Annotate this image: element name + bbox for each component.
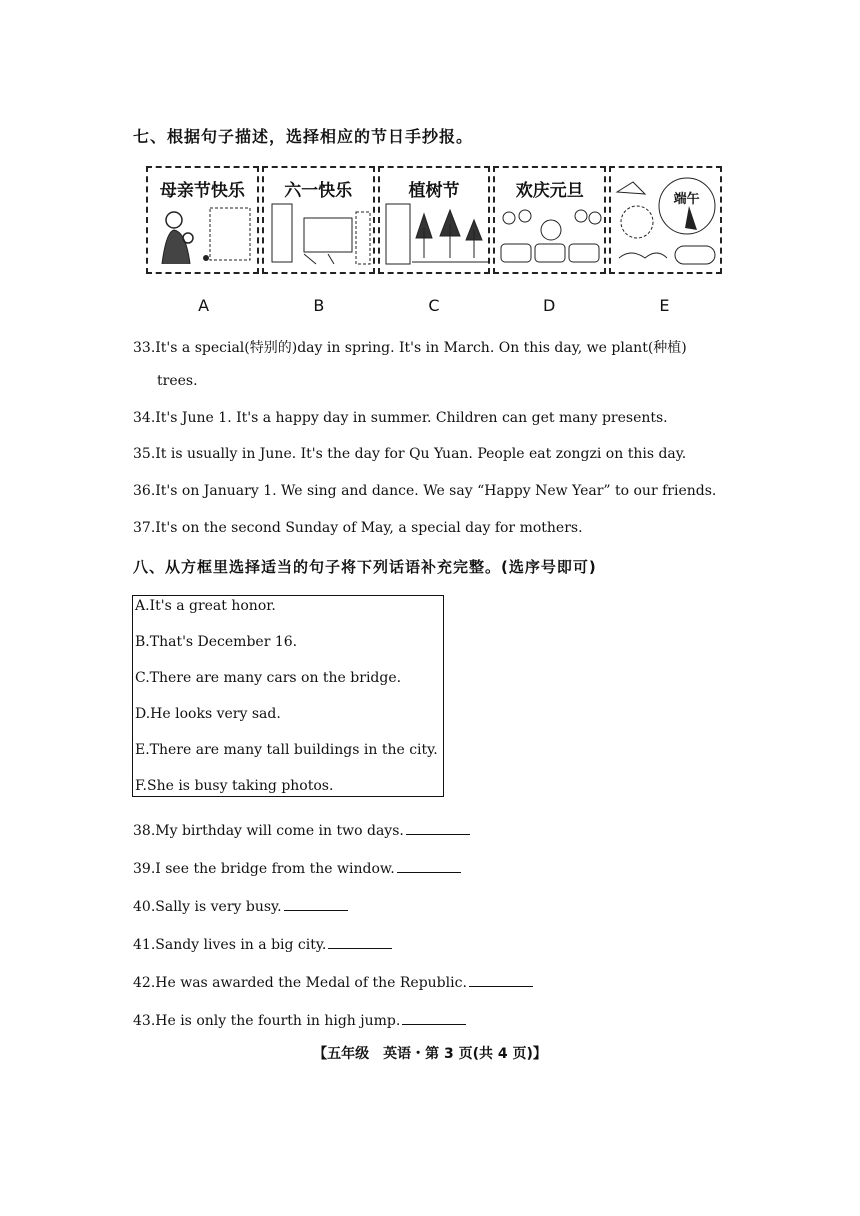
dragon-boat-illustration <box>611 168 722 272</box>
answer-blank[interactable] <box>402 1010 466 1025</box>
question-40 <box>133 896 348 915</box>
option-d: D.He looks very sad. <box>135 706 281 722</box>
question-43 <box>133 1010 466 1029</box>
question-text: 39.I see the bridge from the window. <box>133 861 395 877</box>
question-38 <box>133 820 470 839</box>
children-day-illustration <box>264 168 375 272</box>
poster-e-dragon-boat <box>609 166 722 274</box>
poster-title: 植树节 <box>408 181 460 201</box>
question-42 <box>133 972 533 991</box>
poster-letters <box>146 296 722 315</box>
answer-blank[interactable] <box>406 820 470 835</box>
poster-letter: D <box>543 296 556 315</box>
question-text: 41.Sandy lives in a big city. <box>133 937 327 953</box>
poster-b-childrens-day <box>262 166 375 274</box>
poster-letter: C <box>428 296 440 315</box>
poster-title: 端午 <box>673 192 700 207</box>
section-7-title: 七、根据句子描述，选择相应的节日手抄报。 <box>133 127 474 146</box>
option-c: C.There are many cars on the bridge. <box>135 670 402 686</box>
question-text: 42.He was awarded the Medal of the Republic. <box>133 975 467 991</box>
trees-illustration <box>380 168 491 272</box>
answer-blank[interactable] <box>328 934 392 949</box>
section-8-title: 八、从方框里选择适当的句子将下列话语补充完整。(选序号即可) <box>133 558 597 576</box>
question-37: 37.It's on the second Sunday of May, a special day for mothers. <box>133 520 583 536</box>
option-a: A.It's a great honor. <box>135 598 276 614</box>
page-footer: 【五年级 英语・第 3 页(共 4 页)】 <box>313 1046 547 1062</box>
answer-blank[interactable] <box>469 972 533 987</box>
option-b: B.That's December 16. <box>135 634 298 650</box>
balloons-illustration <box>495 168 606 272</box>
question-33: 33.It's a special(特别的)day in spring. It's in March. On this day, we plant(种植) <box>133 340 687 356</box>
mother-child-illustration <box>148 168 259 272</box>
poster-title: 母亲节快乐 <box>159 181 245 201</box>
question-41 <box>133 934 392 953</box>
question-33-continued: trees. <box>157 373 198 389</box>
poster-title: 欢庆元旦 <box>515 181 584 201</box>
answer-blank[interactable] <box>284 896 348 911</box>
option-e: E.There are many tall buildings in the city. <box>135 742 438 758</box>
poster-d-new-year <box>493 166 606 274</box>
option-f: F.She is busy taking photos. <box>135 778 334 794</box>
options-box <box>132 595 444 797</box>
question-36: 36.It's on January 1. We sing and dance. We say “Happy New Year” to our friends. <box>133 483 717 499</box>
answer-blank[interactable] <box>397 858 461 873</box>
poster-row <box>146 166 722 274</box>
question-text: 40.Sally is very busy. <box>133 899 282 915</box>
question-35: 35.It is usually in June. It's the day for Qu Yuan. People eat zongzi on this day. <box>133 446 687 462</box>
poster-letter: E <box>659 296 670 315</box>
question-34: 34.It's June 1. It's a happy day in summer. Children can get many presents. <box>133 410 668 426</box>
question-39 <box>133 858 461 877</box>
question-text: 38.My birthday will come in two days. <box>133 823 404 839</box>
poster-a-mothers-day <box>146 166 259 274</box>
poster-c-tree-planting-day <box>378 166 491 274</box>
poster-letter: B <box>313 296 325 315</box>
poster-title: 六一快乐 <box>284 181 353 201</box>
question-text: 43.He is only the fourth in high jump. <box>133 1013 401 1029</box>
poster-letter: A <box>198 296 210 315</box>
